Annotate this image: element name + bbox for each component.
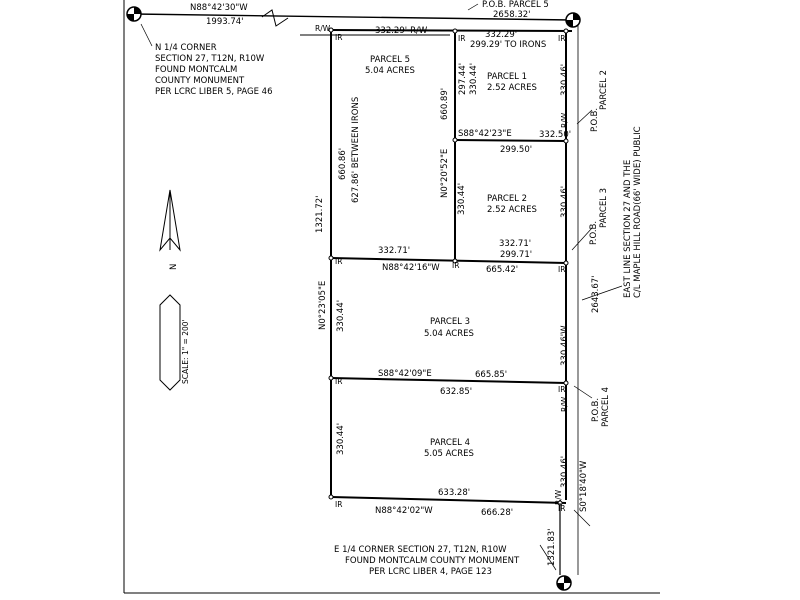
parcel2-bottom1-dimension: 332.71' [499, 239, 532, 249]
scale-label: SCALE: 1" = 200' [181, 319, 190, 384]
n-corner-line2: SECTION 27, T12N, R10W [155, 54, 265, 64]
parcel5-between-irons: 627.86' BETWEEN IRONS [351, 96, 361, 203]
parcel1-top-dimension: 332.29' [485, 30, 518, 40]
east-line-label2: C/L MAPLE HILL ROAD(66' WIDE) PUBLIC [633, 126, 643, 298]
e-corner-line1: E 1/4 CORNER SECTION 27, T12N, R10W [334, 545, 507, 555]
monument-nw-icon [127, 7, 141, 21]
parcel5-acres: 5.04 ACRES [365, 66, 415, 76]
north-arrow-letter: N [169, 263, 179, 270]
parcel2-acres: 2.52 ACRES [487, 205, 537, 215]
parcel4-bottom-dimension: 633.28' [438, 488, 471, 498]
pob-parcel2-b: PARCEL 2 [599, 69, 609, 110]
monument-e-icon [557, 576, 571, 590]
e-corner-line3: PER LCRC LIBER 4, PAGE 123 [369, 567, 492, 577]
parcel5-left-dimension: 660.86' [338, 147, 348, 180]
parcel4-name: PARCEL 4 [430, 438, 471, 448]
parcel4-right-dimension: 330.46' [560, 455, 570, 488]
north-arrow-icon [160, 190, 180, 390]
parcel1-bearing: S88°42'23"E [458, 129, 512, 139]
ir-label-nw: IR [335, 33, 343, 42]
rw-marker-parcel4: R/W [560, 396, 569, 412]
pob-parcel3-b: PARCEL 3 [599, 187, 609, 228]
monument-ne-icon [566, 13, 580, 27]
parcel1-left2-dimension: 330.44' [469, 62, 479, 95]
parcel4-left-dimension: 330.44' [336, 422, 346, 455]
pob-parcel4-b: PARCEL 4 [601, 386, 611, 427]
nw-bearing-label: N88°42'30"W [190, 3, 248, 13]
parcel2-name: PARCEL 2 [487, 194, 528, 204]
west-total-dimension: 1321.72' [315, 195, 325, 233]
rw-marker-parcel1: R/W [560, 112, 569, 128]
middle-dimension-1: 660.89' [440, 87, 450, 120]
parcel3-right-dimension: 330.46'W [560, 325, 570, 366]
parcel4-acres: 5.05 ACRES [424, 449, 474, 459]
parcel3-bottom-dimension: 665.85' [475, 370, 508, 380]
parcel4-top-dimension: 632.85' [440, 387, 473, 397]
n-corner-line5: PER LCRC LIBER 5, PAGE 46 [155, 87, 273, 97]
parcel3-acres: 5.04 ACRES [424, 329, 474, 339]
total-distance-label: 2658.32' [493, 10, 531, 20]
west-bearing: N0°23'05"E [318, 280, 328, 330]
middle-dimension-2: 330.44' [457, 182, 467, 215]
east-line-label1: EAST LINE SECTION 27 AND THE [623, 159, 633, 298]
parcel5-name: PARCEL 5 [370, 55, 411, 65]
ir-label-mid1: IR [452, 261, 460, 270]
rw-top-dimension: 332.29'-R/W [375, 26, 428, 36]
ir-label-e2: IR [558, 385, 566, 394]
nw-distance-label: 1993.74' [206, 17, 244, 27]
parcel1-name: PARCEL 1 [487, 72, 528, 82]
parcel1-left-dimension: 297.44' [458, 62, 468, 95]
parcel1-bottom-dimension: 332.50' [539, 130, 572, 140]
rw-marker-bottom: R/W [554, 489, 563, 505]
ir-label-e1: IR [558, 265, 566, 274]
parcel2-bottom2-dimension: 299.71' [500, 250, 533, 260]
n-corner-line4: COUNTY MONUMENT [155, 76, 245, 86]
parcel1-irons-dimension: 299.29' TO IRONS [470, 40, 547, 50]
pob-parcel2-a: P.O.B. [590, 107, 600, 132]
row3-bearing: N88°42'16"W [382, 263, 440, 273]
pob-parcel5-label: P.O.B. PARCEL 5 [482, 0, 549, 10]
parcel2-right-dimension: 330.46' [560, 185, 570, 218]
break-symbol [262, 10, 288, 26]
rw-marker-left: R/W [315, 24, 331, 33]
middle-bearing: N0°20'52"E [440, 148, 450, 198]
south-dimension: 1321.83' [547, 528, 557, 566]
ir-label-w2: IR [335, 377, 343, 386]
parcel4-bearing: N88°42'02"W [375, 506, 433, 516]
parcel3-name: PARCEL 3 [430, 317, 471, 327]
ir-label-ne: IR [558, 34, 566, 43]
row3-dimension: 665.42' [486, 265, 519, 275]
ir-label-w1: IR [335, 257, 343, 266]
parcel3-left-dimension: 330.44' [336, 299, 346, 332]
parcel2-top-dimension: 299.50' [500, 145, 533, 155]
ir-label-se: IR [558, 504, 566, 513]
n-corner-line1: N 1/4 CORNER [155, 43, 217, 53]
n-corner-line3: FOUND MONTCALM [155, 65, 238, 75]
parcel1-right-dimension: 330.46' [560, 63, 570, 96]
parcel5-bottom-dimension: 332.71' [378, 246, 411, 256]
pob-parcel4-a: P.O.B. [591, 397, 601, 422]
parcel4-dimension: 666.28' [481, 508, 514, 518]
pob-parcel3-a: P.O.B. [589, 220, 599, 245]
parcel1-acres: 2.52 ACRES [487, 83, 537, 93]
e-corner-line2: FOUND MONTCALM COUNTY MONUMENT [345, 556, 520, 566]
parcel3-bearing: S88°42'09"E [378, 369, 432, 379]
east-line-dimension: 2643.67' [591, 275, 601, 313]
ir-label-n-mid: IR [458, 34, 466, 43]
ir-label-sw: IR [335, 500, 343, 509]
parcel4-s-bearing: S0°18'40"W [579, 460, 589, 512]
